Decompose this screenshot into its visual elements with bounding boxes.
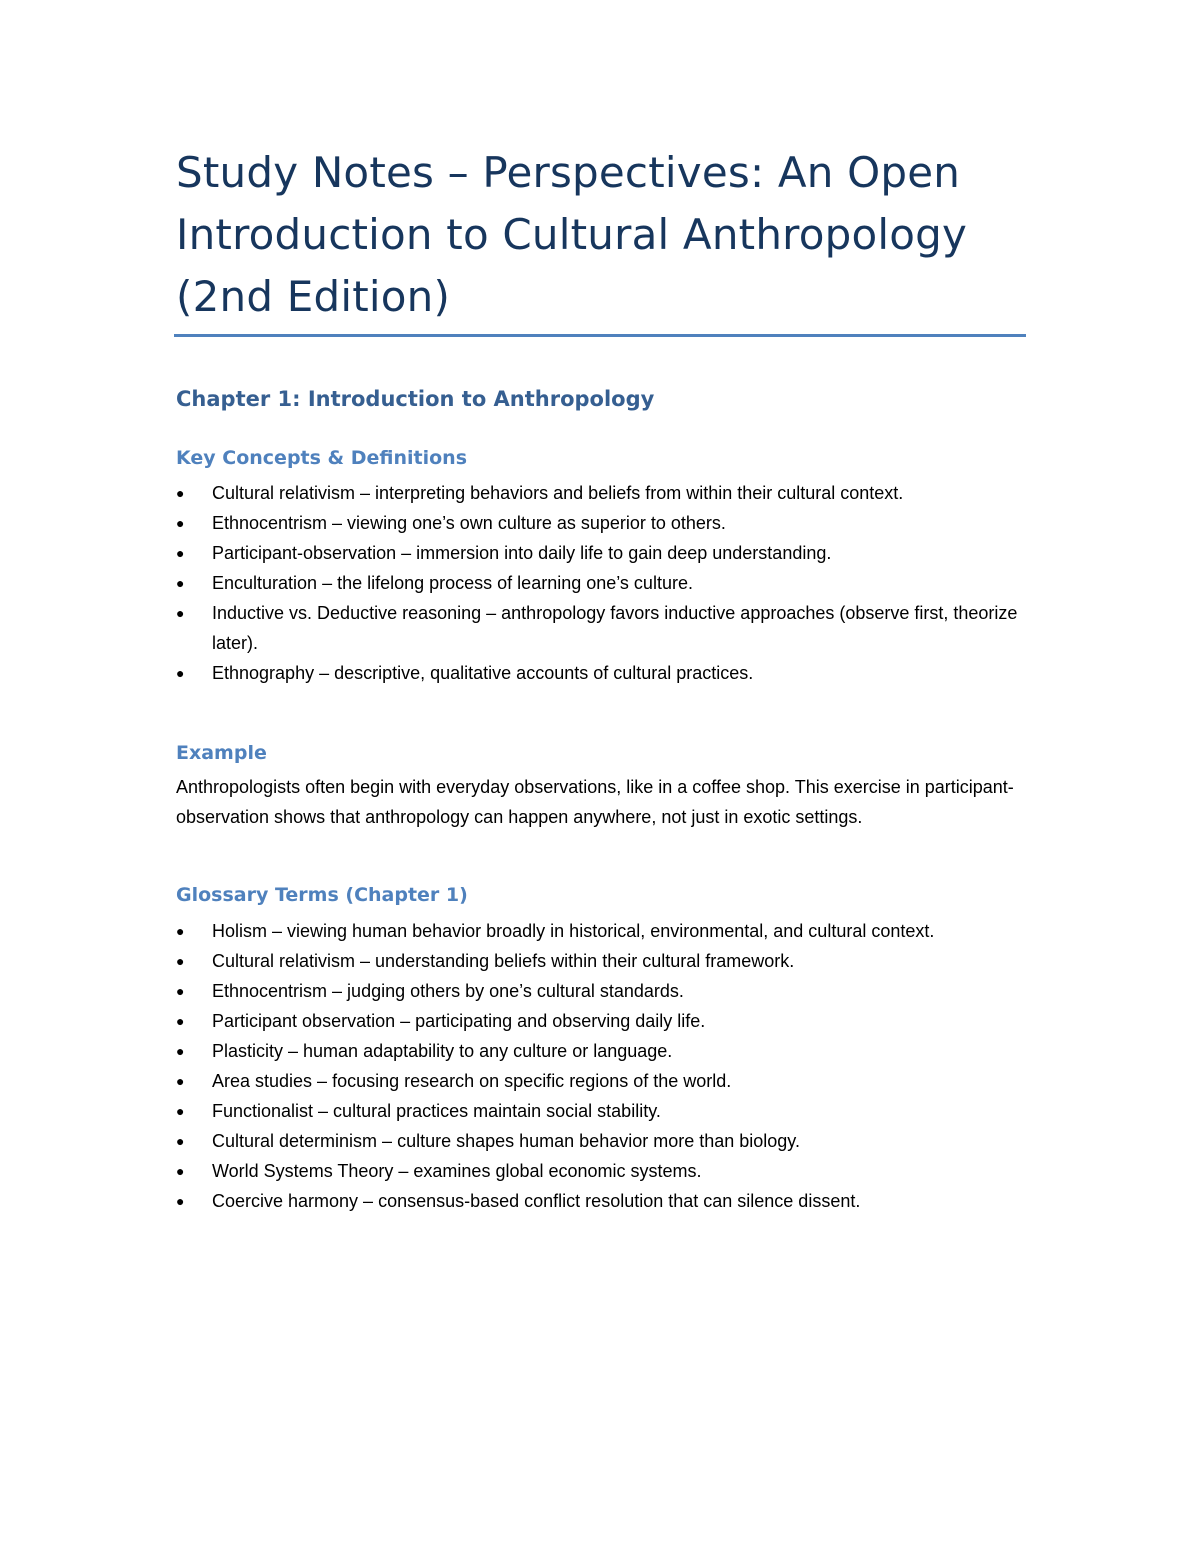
list-item-text: Functionalist – cultural practices maintain social stability. — [212, 1101, 661, 1121]
bullet-icon: ● — [176, 515, 185, 531]
list-item-text: Area studies – focusing research on specific regions of the world. — [212, 1071, 732, 1091]
list-item-text: Participant observation – participating and observing daily life. — [212, 1011, 706, 1031]
list-item-text: Cultural determinism – culture shapes human behavior more than biology. — [212, 1131, 800, 1151]
list-item-text: Enculturation – the lifelong process of learning one’s culture. — [212, 573, 693, 593]
list-item-text: Cultural relativism – understanding beliefs within their cultural framework. — [212, 951, 795, 971]
bullet-icon: ● — [176, 1133, 185, 1149]
bullet-icon: ● — [176, 665, 185, 681]
bullet-icon: ● — [176, 1163, 185, 1179]
list-item — [176, 1156, 1024, 1186]
list-item-text: Holism – viewing human behavior broadly in historical, environmental, and cultural context. — [212, 921, 935, 941]
list-item — [176, 568, 1024, 598]
list-item-text: Participant-observation – immersion into daily life to gain deep understanding. — [212, 543, 832, 563]
list-item-text: Ethnocentrism – viewing one’s own culture as superior to others. — [212, 513, 726, 533]
list-item — [176, 658, 1024, 688]
list-item-text: Ethnography – descriptive, qualitative accounts of cultural practices. — [212, 663, 754, 683]
key-concepts-list — [176, 478, 1026, 688]
glossary-heading: Glossary Terms (Chapter 1) — [176, 884, 468, 906]
list-item-text: Cultural relativism – interpreting behaviors and beliefs from within their cultural context. — [212, 483, 904, 503]
bullet-icon: ● — [176, 953, 185, 969]
bullet-icon: ● — [176, 923, 185, 939]
list-item — [176, 1126, 1024, 1156]
bullet-icon: ● — [176, 1013, 185, 1029]
glossary-list — [176, 916, 1026, 1216]
list-item — [176, 976, 1024, 1006]
list-item-text: Inductive vs. Deductive reasoning – anthropology favors inductive approaches (observe first, theorize later). — [212, 603, 1018, 653]
bullet-icon: ● — [176, 1073, 185, 1089]
list-item — [176, 916, 1024, 946]
key-concepts-heading: Key Concepts & Definitions — [176, 447, 468, 469]
bullet-icon: ● — [176, 545, 185, 561]
list-item — [176, 1036, 1024, 1066]
list-item — [176, 478, 1024, 508]
document-title: Study Notes – Perspectives: An Open Introduction to Cultural Anthropology (2nd Edition) — [176, 148, 968, 321]
example-heading: Example — [176, 742, 267, 764]
list-item — [176, 1096, 1024, 1126]
list-item-text: Ethnocentrism – judging others by one’s cultural standards. — [212, 981, 684, 1001]
title-underline-rule — [174, 334, 1026, 337]
list-item — [176, 598, 1024, 658]
list-item — [176, 508, 1024, 538]
list-item — [176, 1006, 1024, 1036]
list-item-text: World Systems Theory – examines global economic systems. — [212, 1161, 702, 1181]
chapter-heading: Chapter 1: Introduction to Anthropology — [176, 387, 655, 411]
bullet-icon: ● — [176, 1193, 185, 1209]
bullet-icon: ● — [176, 983, 185, 999]
list-item — [176, 946, 1024, 976]
list-item — [176, 1066, 1024, 1096]
list-item-text: Coercive harmony – consensus-based conflict resolution that can silence dissent. — [212, 1191, 861, 1211]
example-paragraph: Anthropologists often begin with everyday observations, like in a coffee shop. This exercise in participant-observation shows that anthropology can happen anywhere, not just in exotic settings. — [176, 777, 1014, 827]
list-item-text: Plasticity – human adaptability to any culture or language. — [212, 1041, 673, 1061]
bullet-icon: ● — [176, 575, 185, 591]
bullet-icon: ● — [176, 485, 185, 501]
list-item — [176, 1186, 1024, 1216]
bullet-icon: ● — [176, 1043, 185, 1059]
bullet-icon: ● — [176, 605, 185, 621]
list-item — [176, 538, 1024, 568]
bullet-icon: ● — [176, 1103, 185, 1119]
